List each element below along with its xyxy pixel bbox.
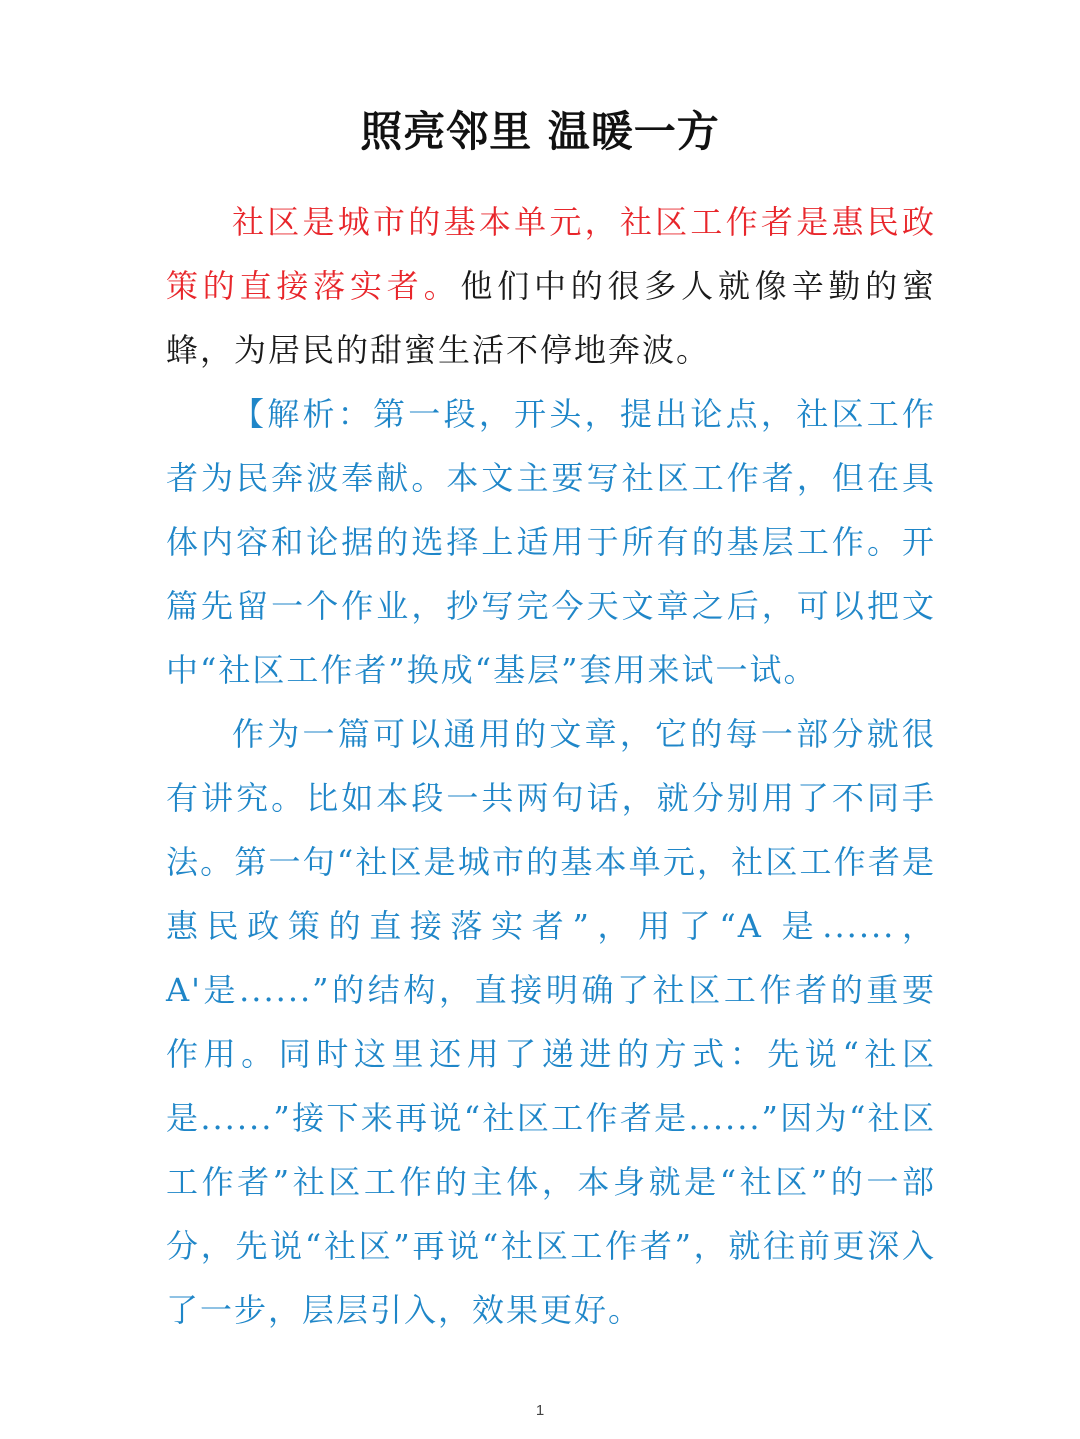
intro-text: 他们中的很多人就像辛勤的蜜蜂，为居民的甜蜜生活不停地奔波。 [166,267,936,369]
page-number: 1 [535,1402,545,1419]
article-body [166,190,936,1342]
page-title: 照亮邻里 温暖一方 [360,107,720,156]
paragraph-analysis-detail: 作为一篇可以通用的文章，它的每一部分就很有讲究。比如本段一共两句话，就分别用了不同手法。第一句“社区是城市的基本单元，社区工作者是惠民政策的直接落实者”，用了“A 是......，A'是......”的结构，直接明确了社区工作者的重要作用。同时这里还用了递进的方式：先说“社区是......”接下来再说“社区工作者是......”因为“社区工作者”社区工作的主体，本身就是“社区”的一部分，先说“社区”再说“社区工作者”，就往前更深入了一步，层层引入，效果更好。 [166,715,936,1329]
paragraph-analysis: 【解析：第一段，开头，提出论点，社区工作者为民奔波奉献。本文主要写社区工作者，但在具体内容和论据的选择上适用于所有的基层工作。开篇先留一个作业，抄写完今天文章之后，可以把文中“社区工作者”换成“基层”套用来试一试。 [166,395,936,689]
highlighted-thesis: 社区是城市的基本单元，社区工作者是惠民政策的直接落实者。 [166,203,936,305]
paragraph-intro [166,190,936,382]
